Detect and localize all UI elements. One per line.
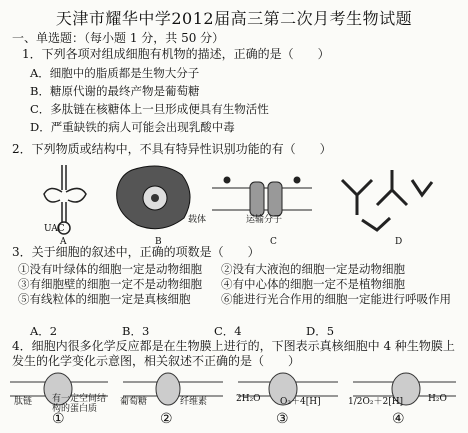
panel-3-left-label: 2H₂O [236,394,261,404]
panel-3-right-label: O₂＋4[H] [280,397,321,407]
section-heading: 一、单选题：（每小题 1 分，共 50 分） [12,31,225,45]
page-title: 天津市耀华中学2012届高三第二次月考生物试题 [55,9,413,28]
statement-5: ⑤有线粒体的细胞一定是真核细胞 [18,292,191,306]
panel-1-left-label: 肽链 [14,397,33,407]
question-2-figures [22,160,442,240]
question-4-stem: 4．细胞内很多化学反应都是在生物膜上进行的，下图表示真核细胞中 4 种生物膜上发生的化学变化示意图，相关叙述不正确的是（ ） [12,339,455,368]
question-3-statements [18,262,458,307]
panel-number-4: ④ [392,411,405,427]
answer-b: B．3 [122,324,150,338]
panel-number-2: ② [160,411,173,427]
panel-2-left-label: 葡萄糖 [120,397,148,407]
answer-a: A．2 [30,324,58,338]
figure-label-a: A [60,237,67,247]
cell-figure [117,166,190,229]
trna-uac-label: UAC [44,224,65,234]
panel-2-right-label: 纤维素 [180,397,208,407]
question-1-stem: 1．下列各项对组成细胞有机物的描述，正确的是（ ） [22,47,330,61]
answer-d: D．5 [306,324,335,338]
figure-label-d: D [395,237,403,247]
answer-c: C．4 [214,324,242,338]
question-3-answers [30,323,398,339]
statement-4: ④有中心体的细胞一定不是植物细胞 [221,277,405,291]
figure-label-c: C [270,237,277,247]
panel-number-1: ① [52,411,65,427]
panel-1-right-label: 有一定空间结构的蛋白质 [52,394,107,414]
question-3-stem: 3．关于细胞的叙述中，正确的项数是（ ） [12,245,260,259]
carrier-label: 载体 [188,215,207,225]
question-2-stem: 2．下列物质或结构中，不具有特异性识别功能的有（ ） [12,142,332,156]
panel-number-3: ③ [276,411,289,427]
question-1-option-b: B．糖原代谢的最终产物是葡萄糖 [30,84,200,98]
statement-3: ③有细胞壁的细胞一定不是动物细胞 [18,277,202,291]
transported-molecule-label: 运输分子 [246,215,283,225]
membrane-figure [212,177,312,216]
statement-6: ⑥能进行光合作用的细胞一定能进行呼吸作用 [221,292,451,306]
question-1-option-d: D．严重缺铁的病人可能会出现乳酸中毒 [30,120,235,134]
question-1-option-a: A．细胞中的脂质都是生物大分子 [30,66,200,80]
question-1-option-c: C．多肽链在核糖体上一旦形成便具有生物活性 [30,102,269,116]
panel-4-right-label: H₂O [428,394,447,404]
statement-1: ①没有叶绿体的细胞一定是动物细胞 [18,262,202,276]
statement-2: ②没有大液泡的细胞一定是动物细胞 [221,262,405,276]
antibody-figure [342,170,432,230]
panel-4-left-label: 1/2O₂＋2[H] [348,397,404,407]
figure-label-b: B [155,237,162,247]
